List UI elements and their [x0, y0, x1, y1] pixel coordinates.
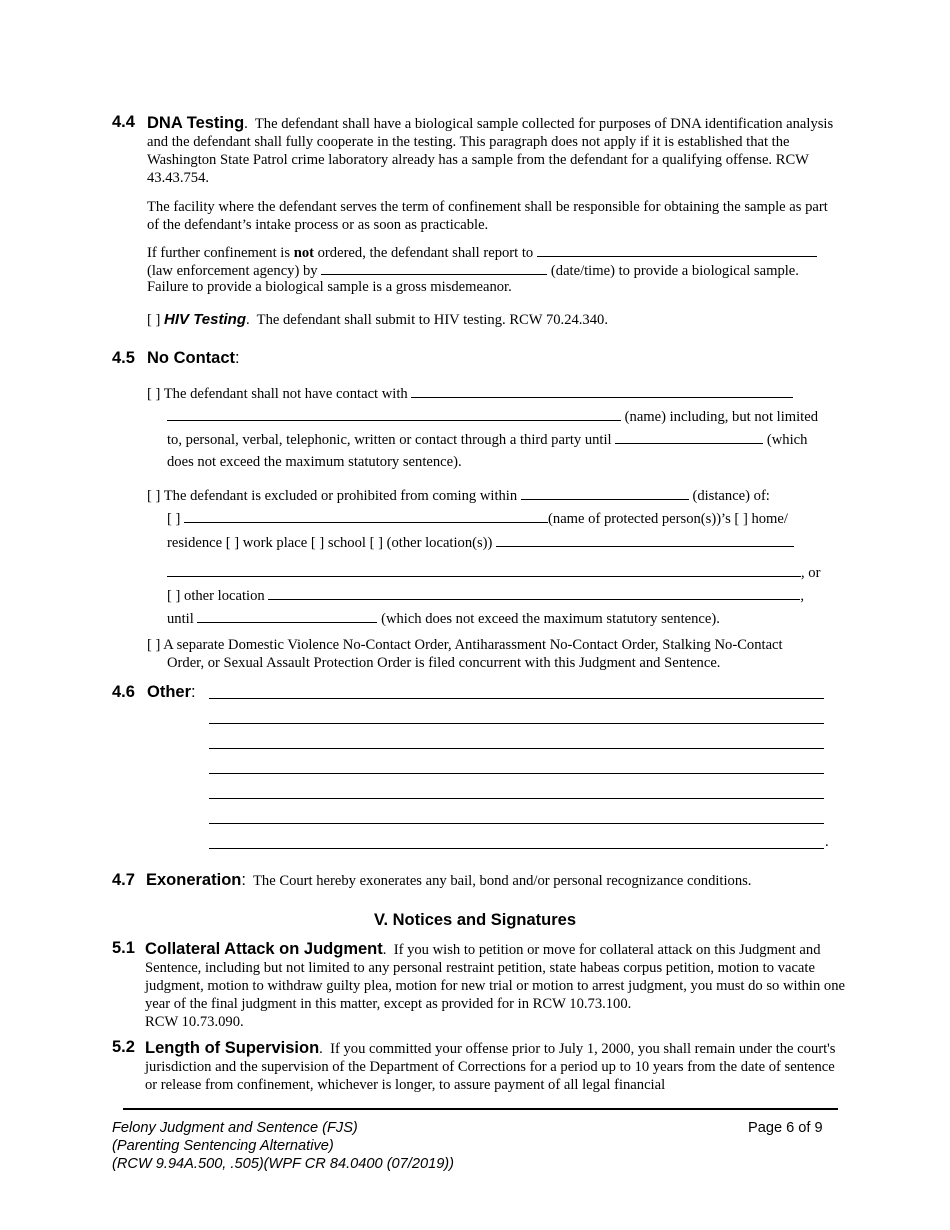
section-number-4-5: 4.5: [112, 349, 135, 367]
law-enforcement-agency-blank[interactable]: [537, 243, 817, 257]
exclusion-line-1: [ ] The defendant is excluded or prohibited from coming within (distance) of:: [147, 488, 770, 504]
dna-report-line-3: Failure to provide a biological sample is a gross misdemeanor.: [147, 279, 512, 295]
collateral-attack-text: If you wish to petition or move for collateral attack on this Judgment and Sentence, including but not limited to any personal restraint petition, state habeas corpus petition, motion to vacate judgment, motion to withdraw guilty plea, motion for new trial or motion to arrest judgment, you must do so within one year of the final judgment in this matter, except as provided for in RCW 10.73.100.: [145, 942, 846, 1012]
hiv-testing-heading: HIV Testing: [164, 311, 246, 328]
exclusion-line-5: [ ] other location ,: [167, 588, 804, 604]
separate-order-line-2: Order, or Sexual Assault Protection Order is filed concurrent with this Judgment and Sentence.: [167, 655, 721, 671]
no-contact-line-2: (name) including, but not limited: [167, 407, 818, 426]
length-of-supervision-paragraph: Length of Supervision. If you committed your offense prior to July 1, 2000, you shall remain under the court's jurisdiction and the supervision of the Department of Corrections for a period up to 10 years from the date of sentence or release from confinement, whichever is longer, to assure payment of all legal financial: [145, 1039, 836, 1093]
exoneration-line: Exoneration: The Court hereby exonerates any bail, bond and/or personal recognizance conditions.: [146, 871, 752, 889]
other-heading-line: Other:: [147, 683, 196, 701]
exclusion-line-2: [ ] (name of protected person(s))’s [ ] home/: [167, 511, 788, 527]
section-number-4-6: 4.6: [112, 683, 135, 701]
dna-facility-paragraph: The facility where the defendant serves the term of confinement shall be responsible for obtaining the sample as part of the defendant’s intake process or as soon as practicable.: [147, 199, 828, 233]
dna-testing-paragraph: DNA Testing. The defendant shall have a biological sample collected for purposes of DNA identification analysis and the defendant shall fully cooperate in the testing. This paragraph does not apply if it is established that the Washington State Patrol crime laboratory already has a sample from the defendant for a qualifying offense. RCW 43.43.754.: [147, 114, 834, 186]
no-contact-until-blank[interactable]: [615, 430, 763, 444]
exclusion-until-blank[interactable]: [197, 609, 377, 623]
other-line-2[interactable]: [209, 723, 824, 724]
section-number-4-4: 4.4: [112, 113, 135, 131]
no-contact-heading: No Contact: [147, 349, 235, 367]
separate-order-checkbox[interactable]: [ ] A separate Domestic Violence No-Contact Order, Antiharassment No-Contact Order, Stalking No-Contact: [147, 637, 783, 653]
other-location-blank[interactable]: [268, 586, 800, 600]
footer-form-citation: (RCW 9.94A.500, .505)(WPF CR 84.0400 (07/2019)): [112, 1156, 455, 1172]
other-line-5[interactable]: [209, 798, 824, 799]
other-locations-blank-1[interactable]: [496, 533, 794, 547]
report-date-time-blank[interactable]: [321, 261, 547, 275]
other-heading: Other: [147, 683, 192, 701]
exclusion-checkbox[interactable]: [ ] The defendant is excluded or prohibited from coming within: [147, 488, 518, 504]
hiv-testing-checkbox[interactable]: [ ]: [147, 312, 161, 328]
other-line-6[interactable]: [209, 823, 824, 824]
exclusion-line-6: until (which does not exceed the maximum statutory sentence).: [167, 611, 720, 627]
other-location-checkbox[interactable]: [ ] other location: [167, 588, 265, 604]
other-line-3[interactable]: [209, 748, 824, 749]
no-contact-line-4: does not exceed the maximum statutory sentence).: [167, 454, 462, 470]
footer-form-title: Felony Judgment and Sentence (FJS): [112, 1120, 358, 1136]
no-contact-line-3: to, personal, verbal, telephonic, written or contact through a third party until (which: [167, 432, 808, 448]
section-number-5-2: 5.2: [112, 1038, 135, 1056]
hiv-testing-line: [ ] HIV Testing. The defendant shall submit to HIV testing. RCW 70.24.340.: [147, 311, 608, 328]
other-locations-blank-2[interactable]: [167, 563, 801, 577]
exoneration-heading: Exoneration: [146, 871, 242, 889]
separate-order-line-1: [147, 637, 783, 654]
other-line-1[interactable]: [209, 698, 824, 699]
dna-report-line-1: If further confinement is not ordered, the defendant shall report to: [147, 243, 817, 262]
no-contact-line-1: [147, 384, 793, 403]
no-contact-name-blank-1[interactable]: [411, 384, 793, 398]
collateral-attack-heading: Collateral Attack on Judgment: [145, 940, 383, 958]
no-contact-checkbox[interactable]: [ ] The defendant shall not have contact with: [147, 386, 408, 402]
part-v-heading: V. Notices and Signatures: [373, 911, 577, 929]
no-contact-heading-line: No Contact:: [147, 349, 240, 367]
exclusion-line-4: , or: [167, 563, 820, 582]
section-number-4-7: 4.7: [112, 871, 135, 889]
exclusion-line-3: residence [ ] work place [ ] school [ ] (other location(s)): [167, 533, 794, 552]
protected-person-checkbox[interactable]: [ ]: [167, 511, 181, 527]
footer-form-subtitle: (Parenting Sentencing Alternative): [112, 1138, 334, 1154]
section-number-5-1: 5.1: [112, 939, 135, 957]
exoneration-text: The Court hereby exonerates any bail, bond and/or personal recognizance conditions.: [253, 873, 752, 889]
collateral-attack-cite: RCW 10.73.090.: [145, 1014, 244, 1030]
footer-divider: [123, 1108, 838, 1110]
length-of-supervision-heading: Length of Supervision: [145, 1039, 320, 1057]
no-contact-name-blank-2[interactable]: [167, 407, 621, 421]
dna-report-line-2: (law enforcement agency) by (date/time) to provide a biological sample.: [147, 263, 799, 279]
dna-testing-heading: DNA Testing: [147, 114, 245, 132]
other-line-4[interactable]: [209, 773, 824, 774]
distance-blank[interactable]: [521, 486, 689, 500]
other-line-7[interactable]: [209, 848, 824, 849]
hiv-testing-text: The defendant shall submit to HIV testing. RCW 70.24.340.: [256, 312, 608, 328]
protected-person-name-blank[interactable]: [184, 509, 548, 523]
dna-testing-text: The defendant shall have a biological sample collected for purposes of DNA identification analysis and the defendant shall fully cooperate in the testing. This paragraph does not apply if it is established that the Washington State Patrol crime laboratory already has a sample from the defendant for a qualifying offense. RCW 43.43.754.: [147, 116, 834, 186]
length-of-supervision-text: If you committed your offense prior to July 1, 2000, you shall remain under the court's jurisdiction and the supervision of the Department of Corrections for a period up to 10 years from the date of sentence or release from confinement, whichever is longer, to assure payment of all legal financial: [145, 1041, 836, 1093]
other-end-period: .: [825, 834, 829, 850]
footer-page-number: Page 6 of 9: [748, 1120, 823, 1136]
collateral-attack-paragraph: Collateral Attack on Judgment. If you wish to petition or move for collateral attack on this Judgment and Sentence, including but not limited to any personal restraint petition, state habeas corpus petition, motion to vacate judgment, motion to withdraw guilty plea, motion for new trial or motion to arrest judgment, you must do so within one year of the final judgment in this matter, except as provided for in RCW 10.73.100. RCW 10.73.090.: [145, 940, 846, 1030]
